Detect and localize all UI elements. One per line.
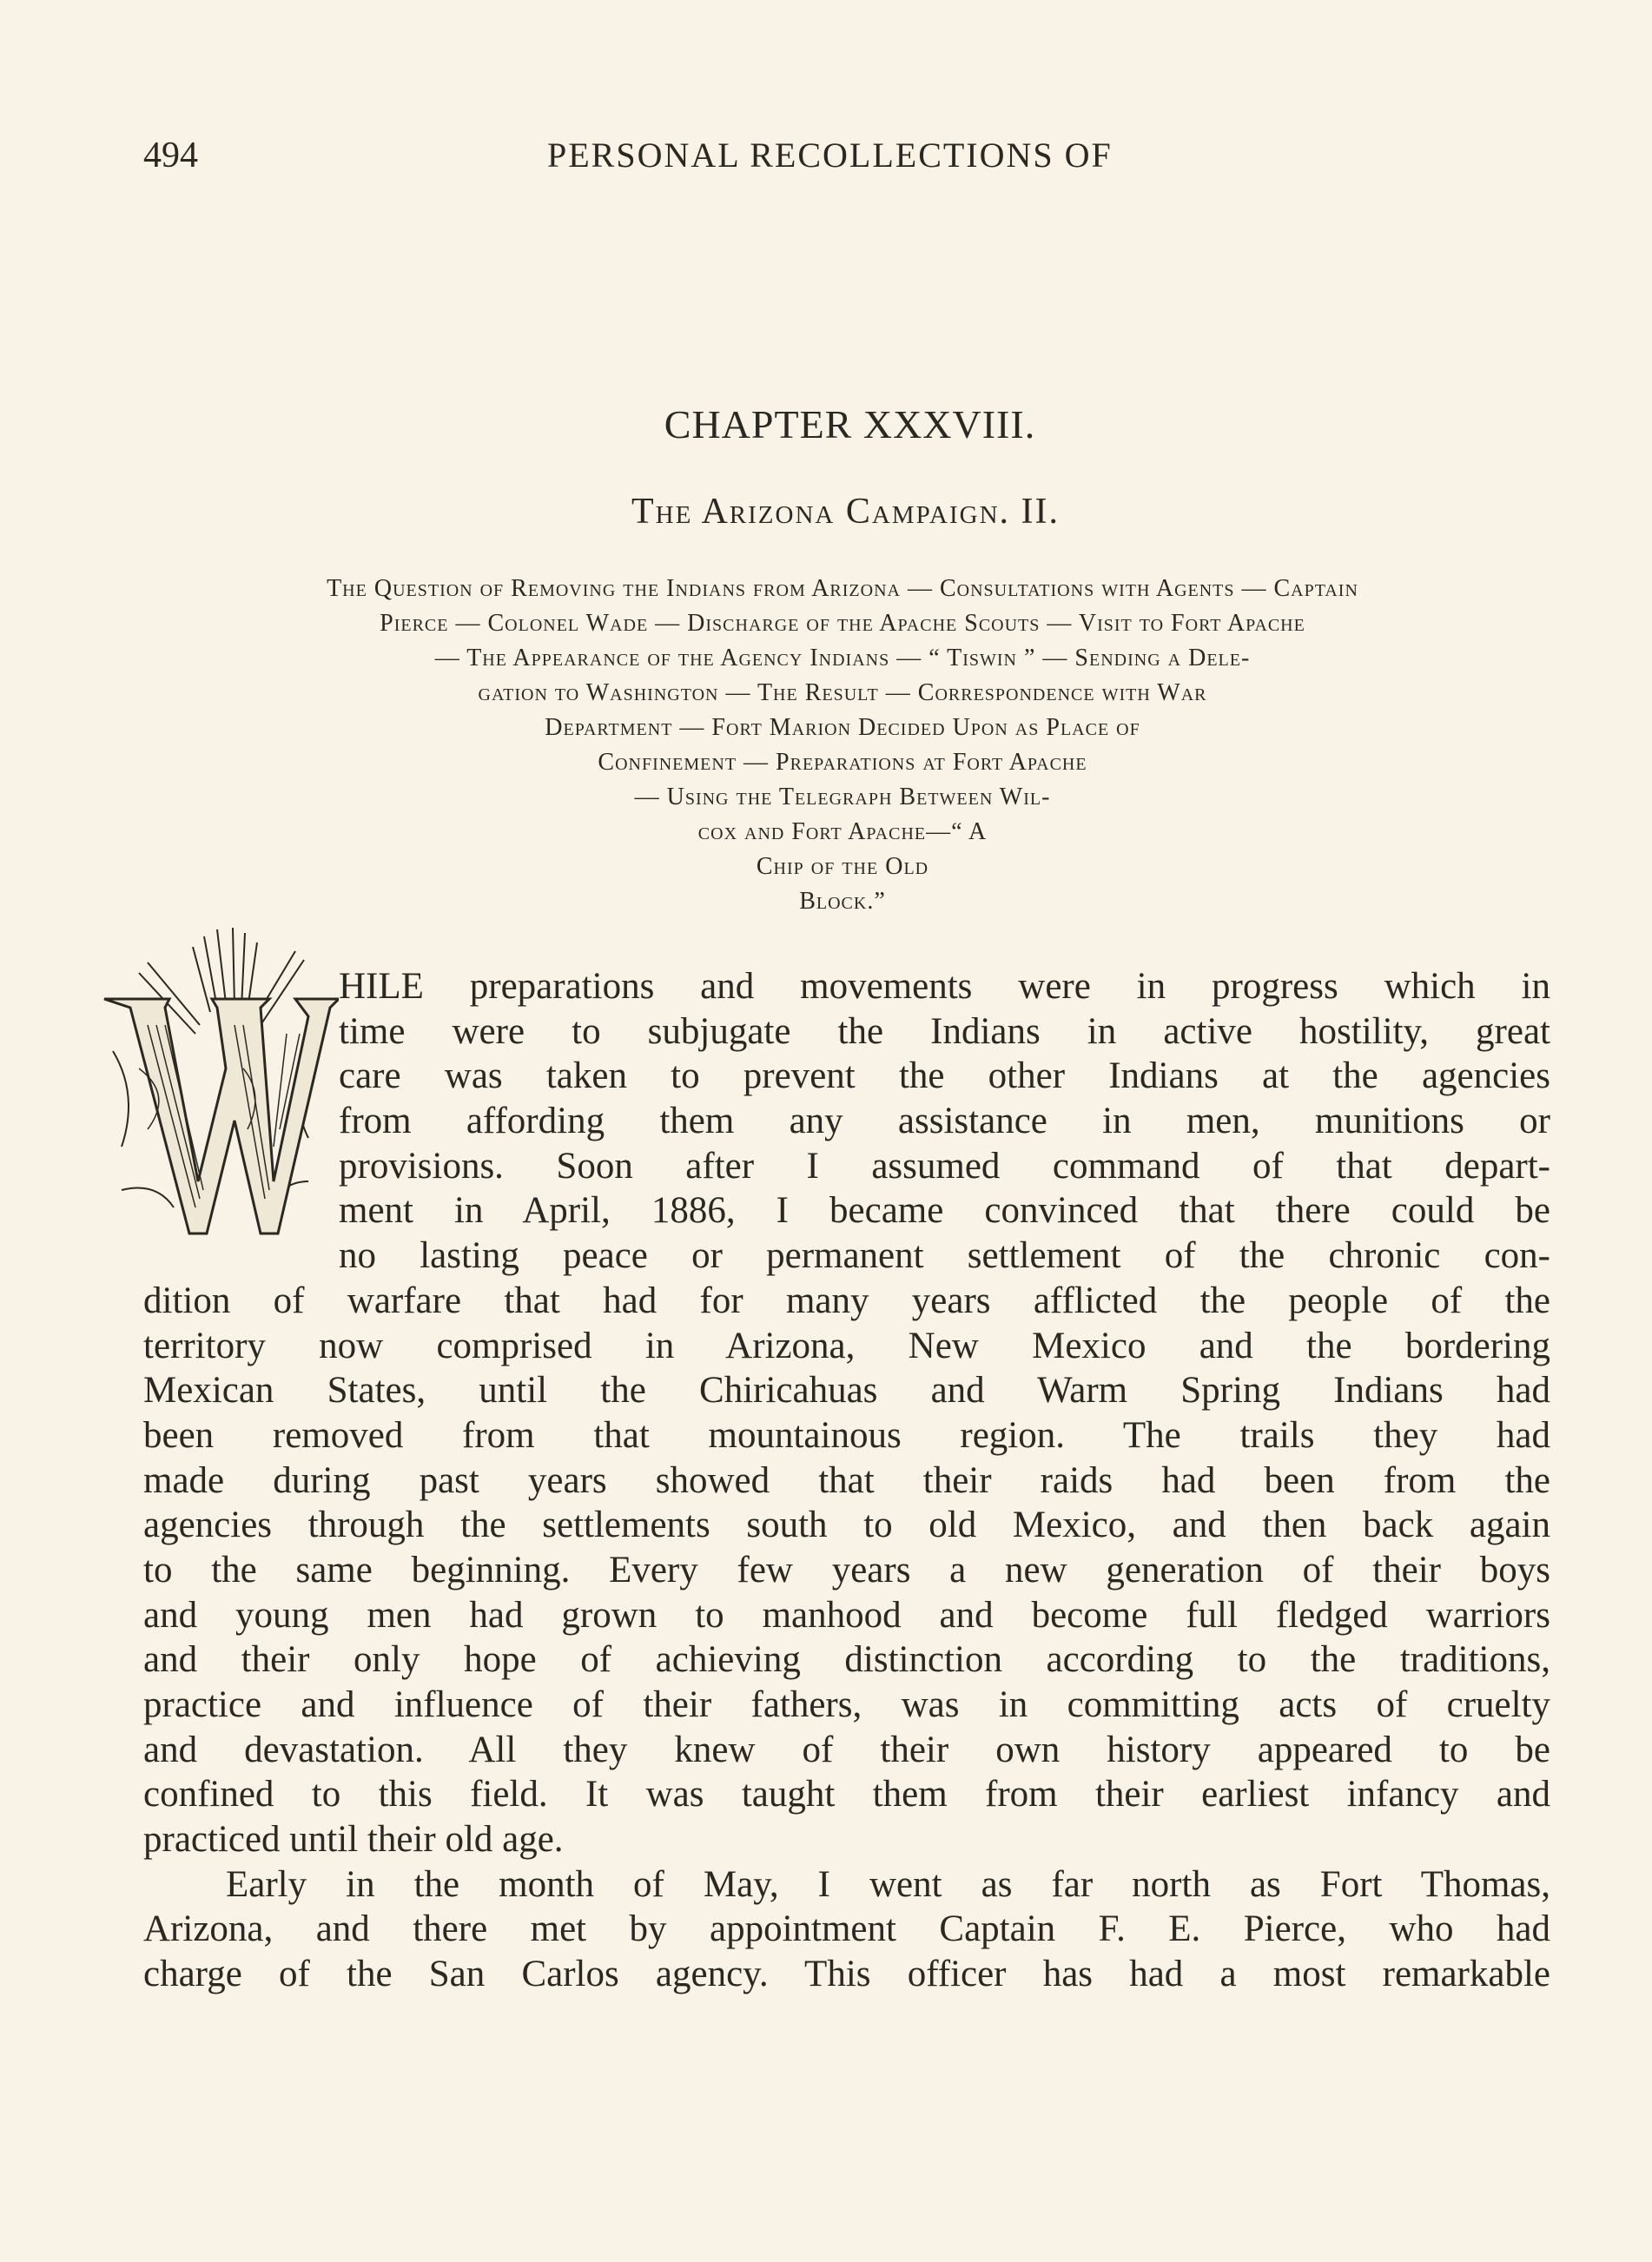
- running-head: [143, 135, 1568, 187]
- synopsis-line: gation to Washington — The Result — Correspondence with War: [478, 679, 1207, 706]
- text-line: Mexican States, until the Chiricahuas and Warm Spring Indians had: [143, 1370, 1550, 1412]
- drop-cap-letter: W: [213, 1129, 214, 1130]
- text-line: charge of the San Carlos agency. This officer has had a most remarkable: [143, 1954, 1550, 1995]
- text-line: practice and influence of their fathers, was in committing acts of cruelty: [143, 1684, 1550, 1725]
- text-line: territory now comprised in Arizona, New Mexico and the bordering: [143, 1325, 1550, 1366]
- synopsis-line: Block.”: [799, 888, 886, 915]
- text-line: care was taken to prevent the other Indians at the agencies: [339, 1055, 1550, 1097]
- text-line: made during past years showed that their raids had been from the: [143, 1459, 1550, 1501]
- synopsis-line: Department — Fort Marion Decided Upon as Place of: [545, 714, 1140, 741]
- paragraph: [143, 1862, 1550, 1997]
- chapter-synopsis: [130, 572, 1555, 919]
- text-line: HILE preparations and movements were in progress which in: [339, 966, 1550, 1007]
- text-line: and devastation. All they knew of their own history appeared to be: [143, 1729, 1550, 1770]
- text-line: been removed from that mountainous region. The trails they had: [143, 1414, 1550, 1456]
- synopsis-line: Chip of the Old: [756, 853, 929, 880]
- synopsis-line: The Question of Removing the Indians from Arizona — Consultations with Agents — Captain: [327, 575, 1358, 602]
- synopsis-line: Confinement — Preparations at Fort Apache: [598, 749, 1087, 776]
- synopsis-line: Pierce — Colonel Wade — Discharge of the Apache Scouts — Visit to Fort Apache: [380, 610, 1305, 637]
- body-text: [143, 964, 1550, 1997]
- text-line: practiced until their old age.: [143, 1819, 564, 1861]
- chapter-subtitle: The Arizona Campaign. II.: [631, 492, 1061, 532]
- text-line: Early in the month of May, I went as far north as Fort Thomas,: [226, 1863, 1550, 1905]
- text-line: provisions. Soon after I assumed command of that depart-: [339, 1145, 1550, 1187]
- text-line: dition of warfare that had for many years afflicted the people of the: [143, 1280, 1550, 1321]
- text-line: confined to this field. It was taught them from their earliest infancy and: [143, 1774, 1550, 1816]
- page-number: 494: [143, 136, 198, 175]
- text-line: time were to subjugate the Indians in active hostility, great: [339, 1010, 1550, 1052]
- synopsis-line: — The Appearance of the Agency Indians — “ Tiswin ” — Sending a Dele-: [434, 645, 1251, 671]
- chapter-title: CHAPTER XXXVIII.: [664, 402, 1036, 446]
- text-line: and young men had grown to manhood and become full fledged warriors: [143, 1594, 1550, 1636]
- text-line: and their only hope of achieving distinction according to the traditions,: [143, 1639, 1550, 1681]
- text-line: to the same beginning. Every few years a new generation of their boys: [143, 1549, 1550, 1591]
- text-line: agencies through the settlements south to old Mexico, and then back again: [143, 1505, 1550, 1546]
- running-head-title: PERSONAL RECOLLECTIONS OF: [547, 136, 1113, 175]
- paragraph: [143, 964, 1550, 1862]
- synopsis-line: cox and Fort Apache—“ A: [697, 818, 988, 845]
- text-line: no lasting peace or permanent settlement of the chronic con-: [339, 1235, 1550, 1277]
- text-line: Arizona, and there met by appointment Captain F. E. Pierce, who had: [143, 1908, 1550, 1950]
- synopsis-line: — Using the Telegraph Between Wil-: [634, 784, 1051, 810]
- text-line: ment in April, 1886, I became convinced that there could be: [339, 1190, 1550, 1232]
- text-line: from affording them any assistance in men, munitions or: [339, 1101, 1550, 1142]
